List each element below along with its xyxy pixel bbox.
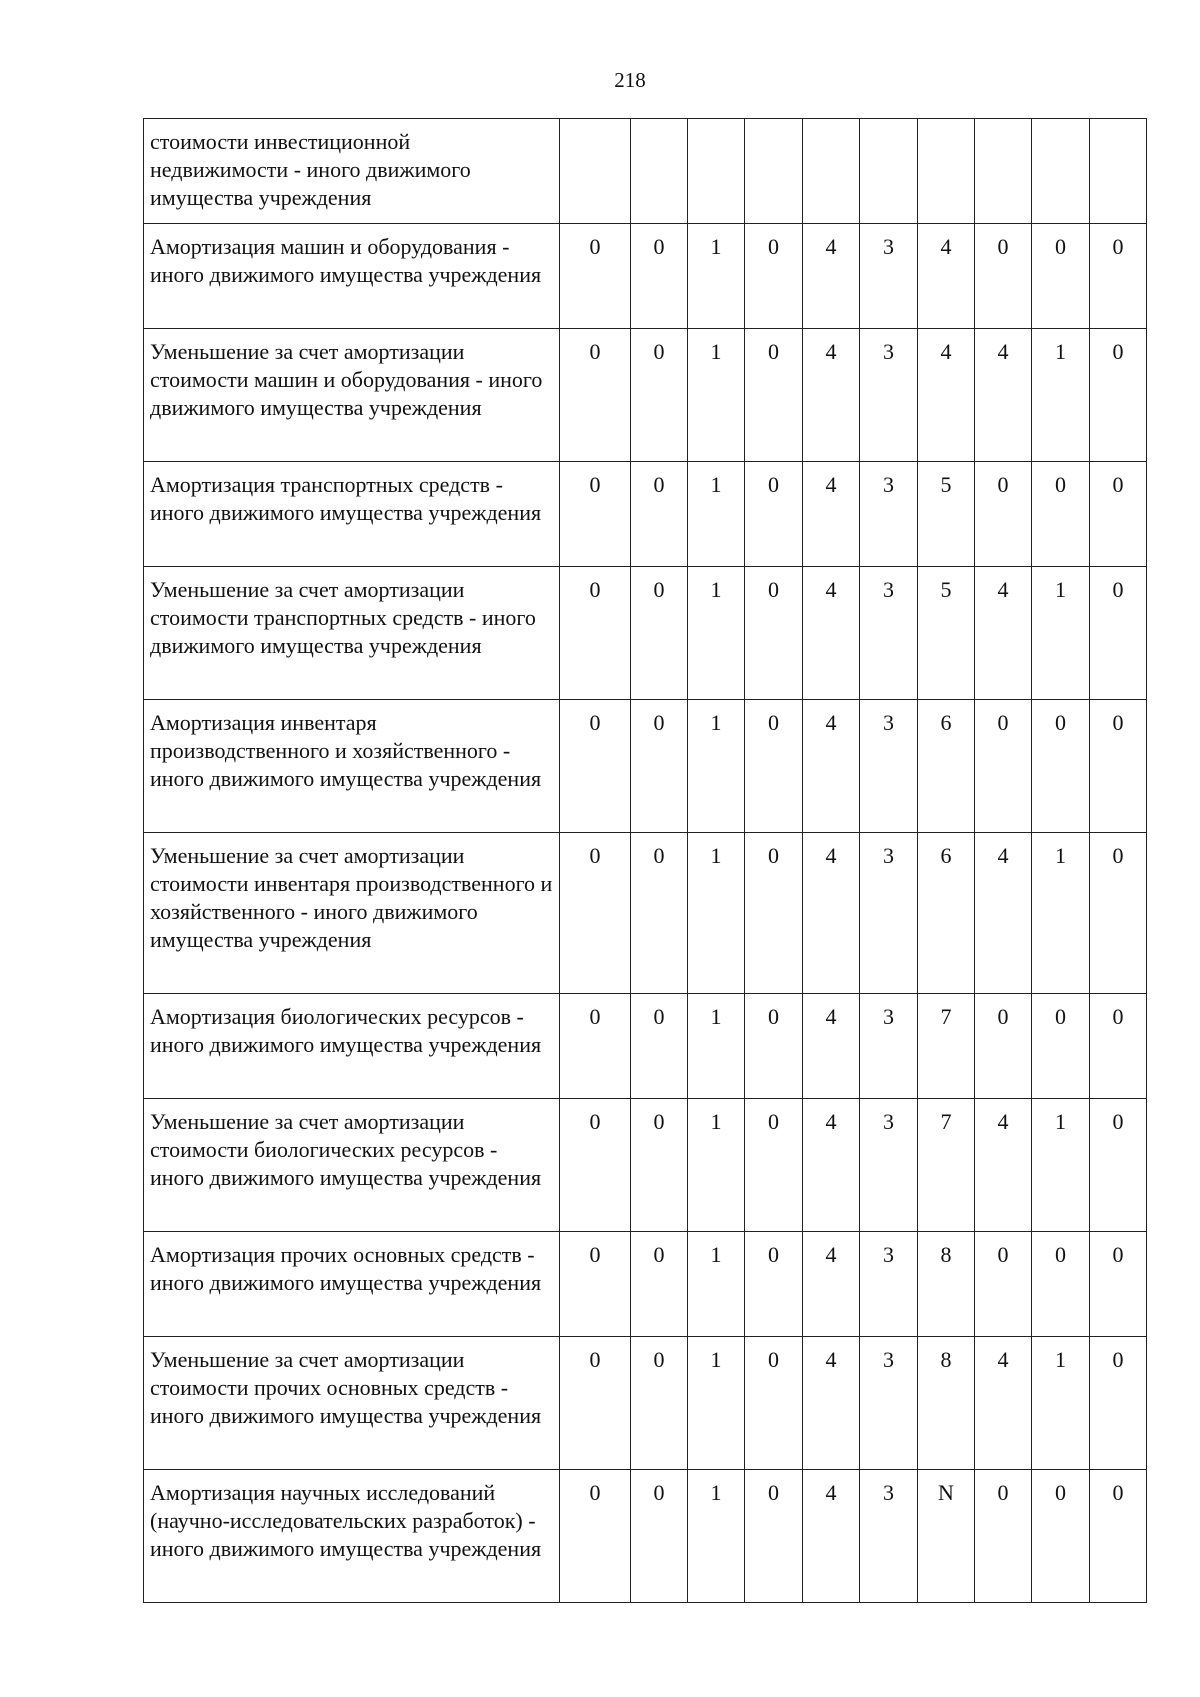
account-code-digit-cell: 0	[560, 1470, 631, 1603]
account-code-digit-cell: 4	[918, 224, 975, 329]
account-code-digit-cell: 3	[860, 329, 918, 462]
account-code-digit-cell: 0	[1090, 224, 1147, 329]
account-code-digit-cell: 4	[803, 994, 860, 1099]
account-code-digit-cell: 0	[1032, 700, 1090, 833]
account-code-digit-cell: 5	[918, 567, 975, 700]
account-code-digit-cell: 1	[688, 833, 745, 994]
account-description-cell: Уменьшение за счет амортизации стоимости транспортных средств - иного движимого имущества учреждения	[144, 567, 560, 700]
account-code-digit-cell: 3	[860, 994, 918, 1099]
account-description-cell: стоимости инвестиционной недвижимости - иного движимого имущества учреждения	[144, 119, 560, 224]
account-code-digit-cell: 0	[631, 700, 688, 833]
account-description-cell: Амортизация прочих основных средств - иного движимого имущества учреждения	[144, 1232, 560, 1337]
account-code-digit-cell	[803, 119, 860, 224]
page-number: 218	[614, 68, 646, 92]
account-code-digit-cell: 0	[1090, 700, 1147, 833]
account-code-digit-cell: 4	[803, 224, 860, 329]
account-code-digit-cell: 0	[1090, 1099, 1147, 1232]
account-description-cell: Уменьшение за счет амортизации стоимости биологических ресурсов - иного движимого имущества учреждения	[144, 1099, 560, 1232]
account-description-cell: Уменьшение за счет амортизации стоимости прочих основных средств - иного движимого имущества учреждения	[144, 1337, 560, 1470]
account-code-digit-cell: 0	[745, 833, 803, 994]
account-code-digit-cell: 0	[631, 1470, 688, 1603]
account-code-digit-cell: 0	[1032, 1470, 1090, 1603]
account-code-digit-cell: 0	[560, 224, 631, 329]
account-code-digit-cell: 3	[860, 224, 918, 329]
account-code-digit-cell: 0	[560, 1337, 631, 1470]
account-code-digit-cell: 0	[560, 1099, 631, 1232]
account-code-digit-cell: 1	[688, 1470, 745, 1603]
account-code-digit-cell: 0	[975, 1232, 1032, 1337]
account-code-digit-cell: 1	[1032, 567, 1090, 700]
account-code-digit-cell: 7	[918, 1099, 975, 1232]
account-code-digit-cell: 1	[688, 224, 745, 329]
account-code-digit-cell: 0	[631, 994, 688, 1099]
account-description-cell: Амортизация научных исследований (научно-исследовательских разработок) - иного движимого имущества учреждения	[144, 1470, 560, 1603]
account-code-digit-cell: 1	[1032, 1337, 1090, 1470]
account-code-digit-cell: 0	[975, 1470, 1032, 1603]
account-code-digit-cell: 0	[1090, 1470, 1147, 1603]
account-description-cell: Амортизация биологических ресурсов - иного движимого имущества учреждения	[144, 994, 560, 1099]
account-description-cell: Уменьшение за счет амортизации стоимости инвентаря производственного и хозяйственного - иного движимого имущества учреждения	[144, 833, 560, 994]
account-code-digit-cell: 0	[631, 567, 688, 700]
account-code-digit-cell: 4	[975, 1099, 1032, 1232]
account-code-digit-cell: 0	[560, 994, 631, 1099]
account-code-digit-cell: 4	[975, 329, 1032, 462]
account-code-digit-cell: 1	[688, 1337, 745, 1470]
account-code-digit-cell: 1	[688, 567, 745, 700]
account-code-digit-cell: 4	[918, 329, 975, 462]
account-code-digit-cell: 0	[745, 224, 803, 329]
account-code-digit-cell: N	[918, 1470, 975, 1603]
account-code-digit-cell: 0	[1032, 224, 1090, 329]
account-code-digit-cell: 4	[803, 833, 860, 994]
account-code-digit-cell: 4	[975, 567, 1032, 700]
account-code-digit-cell: 0	[1090, 1337, 1147, 1470]
account-description-cell: Уменьшение за счет амортизации стоимости машин и оборудования - иного движимого имущества учреждения	[144, 329, 560, 462]
account-code-digit-cell: 0	[1090, 1232, 1147, 1337]
account-code-digit-cell: 4	[803, 329, 860, 462]
account-description-cell: Амортизация инвентаря производственного и хозяйственного - иного движимого имущества учреждения	[144, 700, 560, 833]
account-code-digit-cell: 0	[560, 1232, 631, 1337]
account-code-digit-cell: 1	[688, 994, 745, 1099]
account-code-digit-cell: 0	[560, 329, 631, 462]
table-row	[144, 1470, 1147, 1603]
table-row	[144, 700, 1147, 833]
account-code-digit-cell: 0	[975, 994, 1032, 1099]
account-code-digit-cell: 3	[860, 833, 918, 994]
table-row	[144, 1099, 1147, 1232]
account-code-digit-cell	[975, 119, 1032, 224]
table-row	[144, 329, 1147, 462]
account-description-cell: Амортизация транспортных средств - иного движимого имущества учреждения	[144, 462, 560, 567]
account-code-digit-cell: 0	[745, 1232, 803, 1337]
table-row	[144, 119, 1147, 224]
account-code-digit-cell: 6	[918, 833, 975, 994]
account-code-digit-cell: 0	[1090, 567, 1147, 700]
account-code-digit-cell: 0	[745, 1470, 803, 1603]
account-code-digit-cell: 0	[745, 462, 803, 567]
account-code-digit-cell: 1	[688, 462, 745, 567]
account-code-digit-cell	[688, 119, 745, 224]
table-row	[144, 833, 1147, 994]
account-code-digit-cell: 0	[560, 462, 631, 567]
account-code-digit-cell	[918, 119, 975, 224]
account-code-digit-cell: 0	[745, 700, 803, 833]
account-code-digit-cell: 0	[745, 567, 803, 700]
account-code-digit-cell: 0	[975, 700, 1032, 833]
account-code-digit-cell: 3	[860, 1099, 918, 1232]
account-code-digit-cell: 1	[688, 1232, 745, 1337]
account-code-table	[143, 118, 1147, 1603]
account-code-digit-cell: 0	[631, 224, 688, 329]
account-code-digit-cell: 0	[560, 567, 631, 700]
account-code-digit-cell: 0	[631, 329, 688, 462]
table-row	[144, 567, 1147, 700]
account-code-digit-cell: 3	[860, 700, 918, 833]
account-code-digit-cell: 0	[975, 462, 1032, 567]
account-code-digit-cell	[1090, 119, 1147, 224]
table-row	[144, 1337, 1147, 1470]
account-code-digit-cell: 1	[688, 700, 745, 833]
account-code-digit-cell: 0	[1090, 329, 1147, 462]
account-code-digit-cell: 0	[631, 462, 688, 567]
account-code-digit-cell: 0	[1090, 462, 1147, 567]
account-code-digit-cell: 3	[860, 462, 918, 567]
account-code-digit-cell: 7	[918, 994, 975, 1099]
account-code-digit-cell	[560, 119, 631, 224]
account-description-cell: Амортизация машин и оборудования - иного движимого имущества учреждения	[144, 224, 560, 329]
account-code-digit-cell: 4	[803, 700, 860, 833]
account-code-digit-cell: 4	[803, 567, 860, 700]
account-code-digit-cell: 3	[860, 567, 918, 700]
account-code-digit-cell: 6	[918, 700, 975, 833]
account-code-digit-cell: 0	[1032, 994, 1090, 1099]
account-code-digit-cell	[745, 119, 803, 224]
account-code-digit-cell: 0	[631, 1232, 688, 1337]
account-code-digit-cell: 3	[860, 1337, 918, 1470]
account-code-digit-cell	[1032, 119, 1090, 224]
table-row	[144, 994, 1147, 1099]
account-code-digit-cell: 0	[745, 329, 803, 462]
account-code-digit-cell: 0	[745, 1337, 803, 1470]
account-code-digit-cell: 4	[803, 462, 860, 567]
account-code-digit-cell: 3	[860, 1232, 918, 1337]
account-code-digit-cell: 0	[1032, 462, 1090, 567]
account-code-digit-cell: 5	[918, 462, 975, 567]
account-code-digit-cell: 8	[918, 1337, 975, 1470]
account-code-digit-cell: 4	[803, 1470, 860, 1603]
account-code-digit-cell: 0	[560, 833, 631, 994]
table-row	[144, 1232, 1147, 1337]
account-code-digit-cell: 0	[1032, 1232, 1090, 1337]
table-row	[144, 462, 1147, 567]
account-code-digit-cell: 4	[975, 833, 1032, 994]
table-body	[144, 119, 1147, 1603]
account-code-digit-cell: 0	[631, 1099, 688, 1232]
account-code-digit-cell: 3	[860, 1470, 918, 1603]
account-code-digit-cell: 4	[975, 1337, 1032, 1470]
table-row	[144, 224, 1147, 329]
account-code-digit-cell: 4	[803, 1337, 860, 1470]
account-code-digit-cell: 0	[1090, 833, 1147, 994]
account-code-digit-cell: 0	[560, 700, 631, 833]
account-code-digit-cell: 4	[803, 1099, 860, 1232]
account-code-digit-cell: 0	[1090, 994, 1147, 1099]
account-code-digit-cell: 1	[688, 329, 745, 462]
account-code-digit-cell: 0	[745, 994, 803, 1099]
account-code-digit-cell	[631, 119, 688, 224]
account-code-digit-cell: 0	[631, 1337, 688, 1470]
account-code-digit-cell	[860, 119, 918, 224]
account-code-digit-cell: 1	[1032, 1099, 1090, 1232]
account-code-digit-cell: 0	[631, 833, 688, 994]
account-code-digit-cell: 1	[1032, 329, 1090, 462]
account-code-digit-cell: 0	[745, 1099, 803, 1232]
account-code-digit-cell: 1	[1032, 833, 1090, 994]
account-code-digit-cell: 8	[918, 1232, 975, 1337]
account-code-digit-cell: 0	[975, 224, 1032, 329]
account-code-digit-cell: 1	[688, 1099, 745, 1232]
account-code-digit-cell: 4	[803, 1232, 860, 1337]
